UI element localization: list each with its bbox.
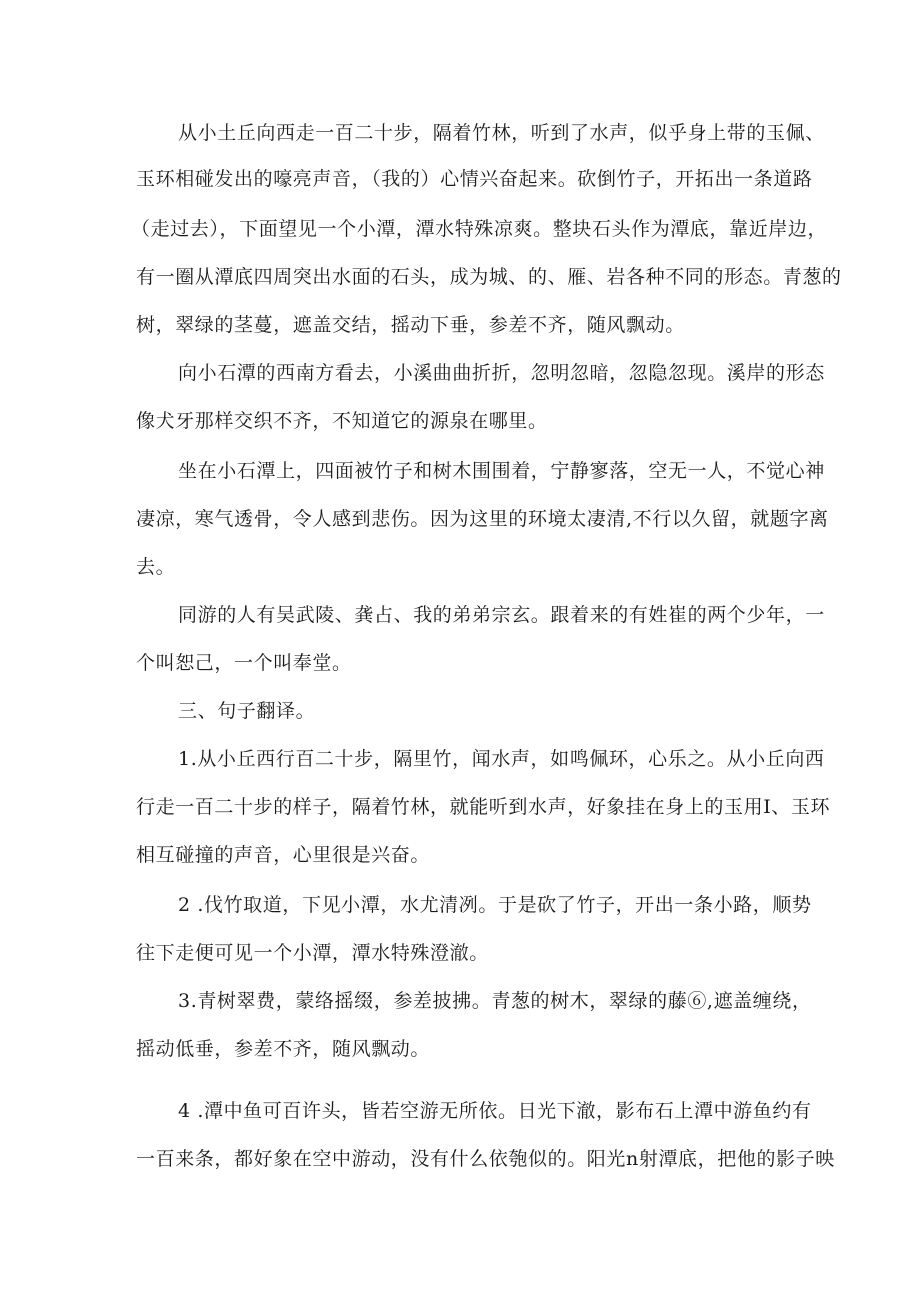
text-line: 向小石潭的西南方看去，小溪曲曲折折，忽明忽暗，忽隐忽现。溪岸的形态 (178, 362, 825, 384)
text-line: 相互碰撞的声音，心里很是兴奋。 (136, 844, 431, 866)
section-heading: 三、句子翻译。 (178, 700, 316, 722)
text-line: 1.从小丘西行百二十步，隔里竹，闻水声，如鸣佩环，心乐之。从小丘向西 (178, 748, 825, 770)
text-line: 往下走便可见一个小潭，潭水特殊澄澈。 (136, 942, 489, 964)
text-line: 有一圈从潭底四周突出水面的石头，成为城、的、雁、岩各种不同的形态。青葱的 (136, 266, 842, 288)
text-line: 像犬牙那样交织不齐，不知道它的源泉在哪里。 (136, 410, 548, 432)
text-line: 4 .潭中鱼可百许头，皆若空游无所依。日光下澈，影布石上潭中游鱼约有 (178, 1100, 812, 1122)
text-line: 摇动低垂，参差不齐，随风飘动。 (136, 1038, 431, 1060)
text-line: 3.青树翠费，蒙络摇缀，参差披拂。青葱的树木，翠绿的藤⑥,遮盖缠绕， (178, 990, 812, 1012)
text-line: 去。 (136, 556, 176, 578)
text-line: 从小土丘向西走一百二十步，隔着竹林，听到了水声，似乎身上带的玉佩、 (178, 122, 825, 144)
text-line: 2 .伐竹取道，下见小潭，水尤清冽。于是砍了竹子，开出一条小路，顺势 (178, 894, 812, 916)
text-line: 个叫恕己，一个叫奉堂。 (136, 652, 352, 674)
text-line: 同游的人有吴武陵、龚占、我的弟弟宗玄。跟着来的有姓崔的两个少年，一 (178, 604, 825, 626)
text-line: （走过去），下面望见一个小潭，潭水特殊凉爽。整块石头作为潭底，靠近岸边， (131, 218, 828, 240)
text-line: 凄凉，寒气透骨，令人感到悲伤。因为这里的环境太凄清,不行以久留，就题字离 (136, 508, 829, 530)
text-line: 行走一百二十步的样子，隔着竹林，就能听到水声，好象挂在身上的玉用I、玉环 (136, 796, 831, 818)
text-line: 玉环相碰发出的嚎亮声音，（我的）心情兴奋起来。砍倒竹子，开拓出一条道路 (136, 168, 813, 190)
text-line: 坐在小石潭上，四面被竹子和树木围围着，宁静寥落，空无一人，不觉心神 (178, 460, 825, 482)
text-line: 一百来条，都好象在空中游动，没有什么依匏似的。阳光n射潭底，把他的影子映 (136, 1148, 835, 1170)
text-line: 树，翠绿的茎蔓，遮盖交结，摇动下垂，参差不齐，随风飘动。 (136, 314, 685, 336)
